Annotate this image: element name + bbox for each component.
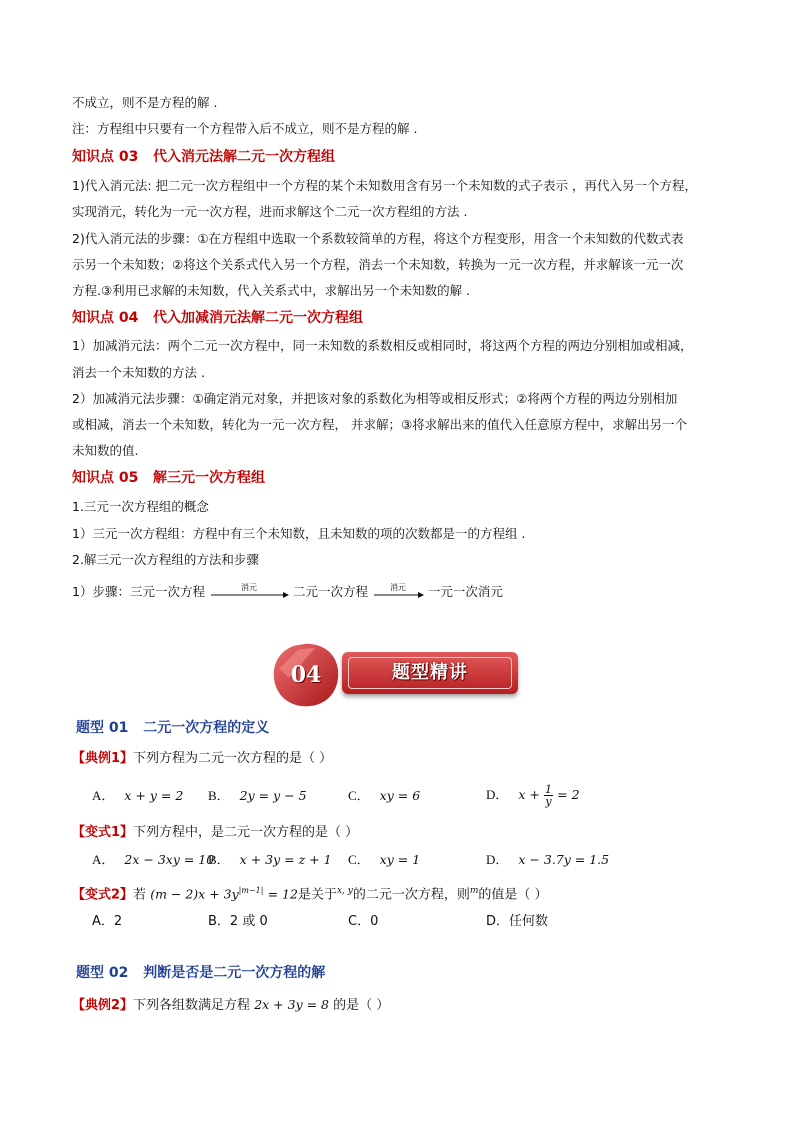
kp04-line-2: 消去一个未知数的方法 . <box>72 365 205 380</box>
kp03-prefix: 知识点 03 <box>72 149 139 165</box>
variant-1-tag: 【变式1】 <box>72 825 134 840</box>
step-mid: 二元一次方程 <box>292 584 368 599</box>
option-math: = 2 <box>557 787 580 802</box>
example-1-stem <box>72 749 332 769</box>
kp05-prefix: 知识点 05 <box>72 470 139 486</box>
type01-heading <box>76 718 269 738</box>
option-math: x + <box>518 787 540 802</box>
type01-title: 二元一次方程的定义 <box>143 720 270 736</box>
kp05-line-1: 1.三元一次方程组的概念 <box>72 499 209 514</box>
option-letter: D． <box>486 852 509 867</box>
kp03-line-4: 示另一个未知数；②将这个关系式代入另一个方程，消去一个未知数，转换为一元一次方程，并求解该一元一次 <box>72 257 684 272</box>
variant-2-option-c[interactable]: C．0 <box>348 914 379 929</box>
variant-1-option-b[interactable] <box>208 850 332 871</box>
banner-bar <box>342 652 518 694</box>
kp03-line-1: 1)代入消元法: 把二元一次方程组中一个方程的某个未知数用含有另一个未知数的式子表示 ，再代入另一个方程， <box>72 178 697 193</box>
kp05-heading <box>72 468 265 488</box>
option-math: xy = 6 <box>379 788 421 803</box>
example-2-math: 2x + 3y = 8 <box>254 997 330 1012</box>
section-banner <box>270 640 526 715</box>
kp03-line-5: 方程.③利用已求解的未知数，代入关系式中，求解出另一个未知数的解 . <box>72 283 471 298</box>
note-text: 注：方程组中只要有一个方程带入后不成立，则不是方程的解 . <box>72 121 418 136</box>
variant-2-text-end: 的值是（ ） <box>478 887 548 903</box>
arrow-1-label: 消元 <box>240 582 257 592</box>
kp04-line-1: 1）加减消元法：两个二元一次方程中，同一未知数的系数相反或相同时，将这两个方程的两边分别相加或相减， <box>72 338 693 353</box>
kp04-title: 代入加减消元法解二元一次方程组 <box>152 310 363 326</box>
step-prefix: 1）步骤：三元一次方程 <box>72 584 205 599</box>
type02-heading <box>76 963 325 983</box>
option-letter: B． <box>208 852 230 867</box>
option-letter: A． <box>92 852 115 867</box>
kp04-line-5: 未知数的值. <box>72 443 139 458</box>
variant-1-option-a[interactable] <box>92 850 214 871</box>
option-math: 2x − 3xy = 10 <box>124 852 215 867</box>
variant-2-var-m: m <box>469 886 479 896</box>
kp05-line-2: 1）三元一次方程组：方程中有三个未知数，且未知数的项的次数都是一的方程组 . <box>72 526 526 541</box>
example-2-stem <box>72 995 389 1016</box>
option-math: x − 3.7y = 1.5 <box>518 852 610 867</box>
kp05-line-3: 2.解三元一次方程组的方法和步骤 <box>72 552 259 567</box>
variant-2-text-mid2: 的二元一次方程，则 <box>352 887 470 903</box>
option-letter: C． <box>348 788 370 803</box>
option-math: x + y = 2 <box>124 788 184 803</box>
step-end: 一元一次消元 <box>427 584 503 599</box>
example-1-text: 下列方程为二元一次方程的是（ ） <box>133 751 333 766</box>
variant-1-option-d[interactable] <box>486 850 609 871</box>
arrow-1 <box>209 582 289 600</box>
type02-title: 判断是否是二元一次方程的解 <box>143 965 326 981</box>
variant-2-math: (m − 2)x + 3y <box>150 886 239 902</box>
kp03-title: 代入消元法解二元一次方程组 <box>152 149 335 165</box>
option-letter: D． <box>486 787 509 802</box>
arrow-2-label: 消元 <box>389 582 406 592</box>
option-math: x + 3y = z + 1 <box>239 852 332 867</box>
example-2-text-end: 的是（ ） <box>333 998 390 1013</box>
kp04-line-3: 2）加减消元法步骤：①确定消元对象，并把该对象的系数化为相等或相反形式；②将两个方程的两边分别相加 <box>72 391 678 406</box>
variant-2-math-rhs: = 12 <box>267 886 298 902</box>
variant-2-vars: x, y <box>336 886 353 896</box>
example-2-text: 下列各组数满足方程 <box>133 998 251 1013</box>
option-letter: A． <box>92 788 115 803</box>
kp03-line-2: 实现消元，转化为一元一次方程，进而求解这个二元一次方程组的方法 . <box>72 204 468 219</box>
example-1-option-a[interactable] <box>92 786 183 807</box>
kp03-line-3: 2)代入消元法的步骤：①在方程组中选取一个系数较简单的方程，将这个方程变形，用含一个未知数的代数式表 <box>72 231 684 246</box>
variant-1-stem <box>72 823 358 843</box>
option-math: 2y = y − 5 <box>239 788 307 803</box>
kp04-heading <box>72 308 363 328</box>
variant-2-text: 若 <box>133 887 147 903</box>
type01-prefix: 题型 01 <box>76 720 129 736</box>
arrow-right-icon <box>372 592 424 598</box>
variant-2-exponent: |m−1| <box>238 886 264 895</box>
example-1-tag: 【典例1】 <box>72 751 134 766</box>
kp04-line-4: 或相减，消去一个未知数，转化为一元一次方程， 并求解；③将求解出来的值代入任意原方程中，求解出另一个 <box>72 417 688 432</box>
option-letter: C． <box>348 852 370 867</box>
kp03-heading <box>72 147 335 167</box>
option-letter: B． <box>208 788 230 803</box>
banner-title: 题型精讲 <box>392 662 468 683</box>
option-math: xy = 1 <box>379 852 421 867</box>
variant-2-option-a[interactable]: A．2 <box>92 914 123 929</box>
continuation-text: 不成立，则不是方程的解 . <box>72 95 218 110</box>
kp04-prefix: 知识点 04 <box>72 310 139 326</box>
variant-1-option-c[interactable] <box>348 850 420 871</box>
kp05-steps <box>72 583 503 601</box>
example-2-tag: 【典例2】 <box>72 998 134 1013</box>
variant-2-stem <box>72 881 548 905</box>
example-1-option-d[interactable] <box>486 784 580 807</box>
example-1-option-c[interactable] <box>348 786 420 807</box>
type02-prefix: 题型 02 <box>76 965 129 981</box>
variant-2-option-d[interactable]: D．任何数 <box>486 914 549 929</box>
variant-1-text: 下列方程中，是二元一次方程的是（ ） <box>133 825 359 840</box>
variant-2-text-mid: 是关于 <box>297 887 337 903</box>
arrow-right-icon <box>209 592 289 598</box>
kp05-title: 解三元一次方程组 <box>152 470 265 486</box>
example-1-option-b[interactable] <box>208 786 307 807</box>
variant-2-tag: 【变式2】 <box>72 887 134 903</box>
banner-badge-number: 04 <box>290 662 322 688</box>
option-fraction: $\frac{1}{y}$ <box>545 783 553 808</box>
variant-2-option-b[interactable]: B．2 或 0 <box>208 914 268 929</box>
arrow-2 <box>372 582 424 600</box>
